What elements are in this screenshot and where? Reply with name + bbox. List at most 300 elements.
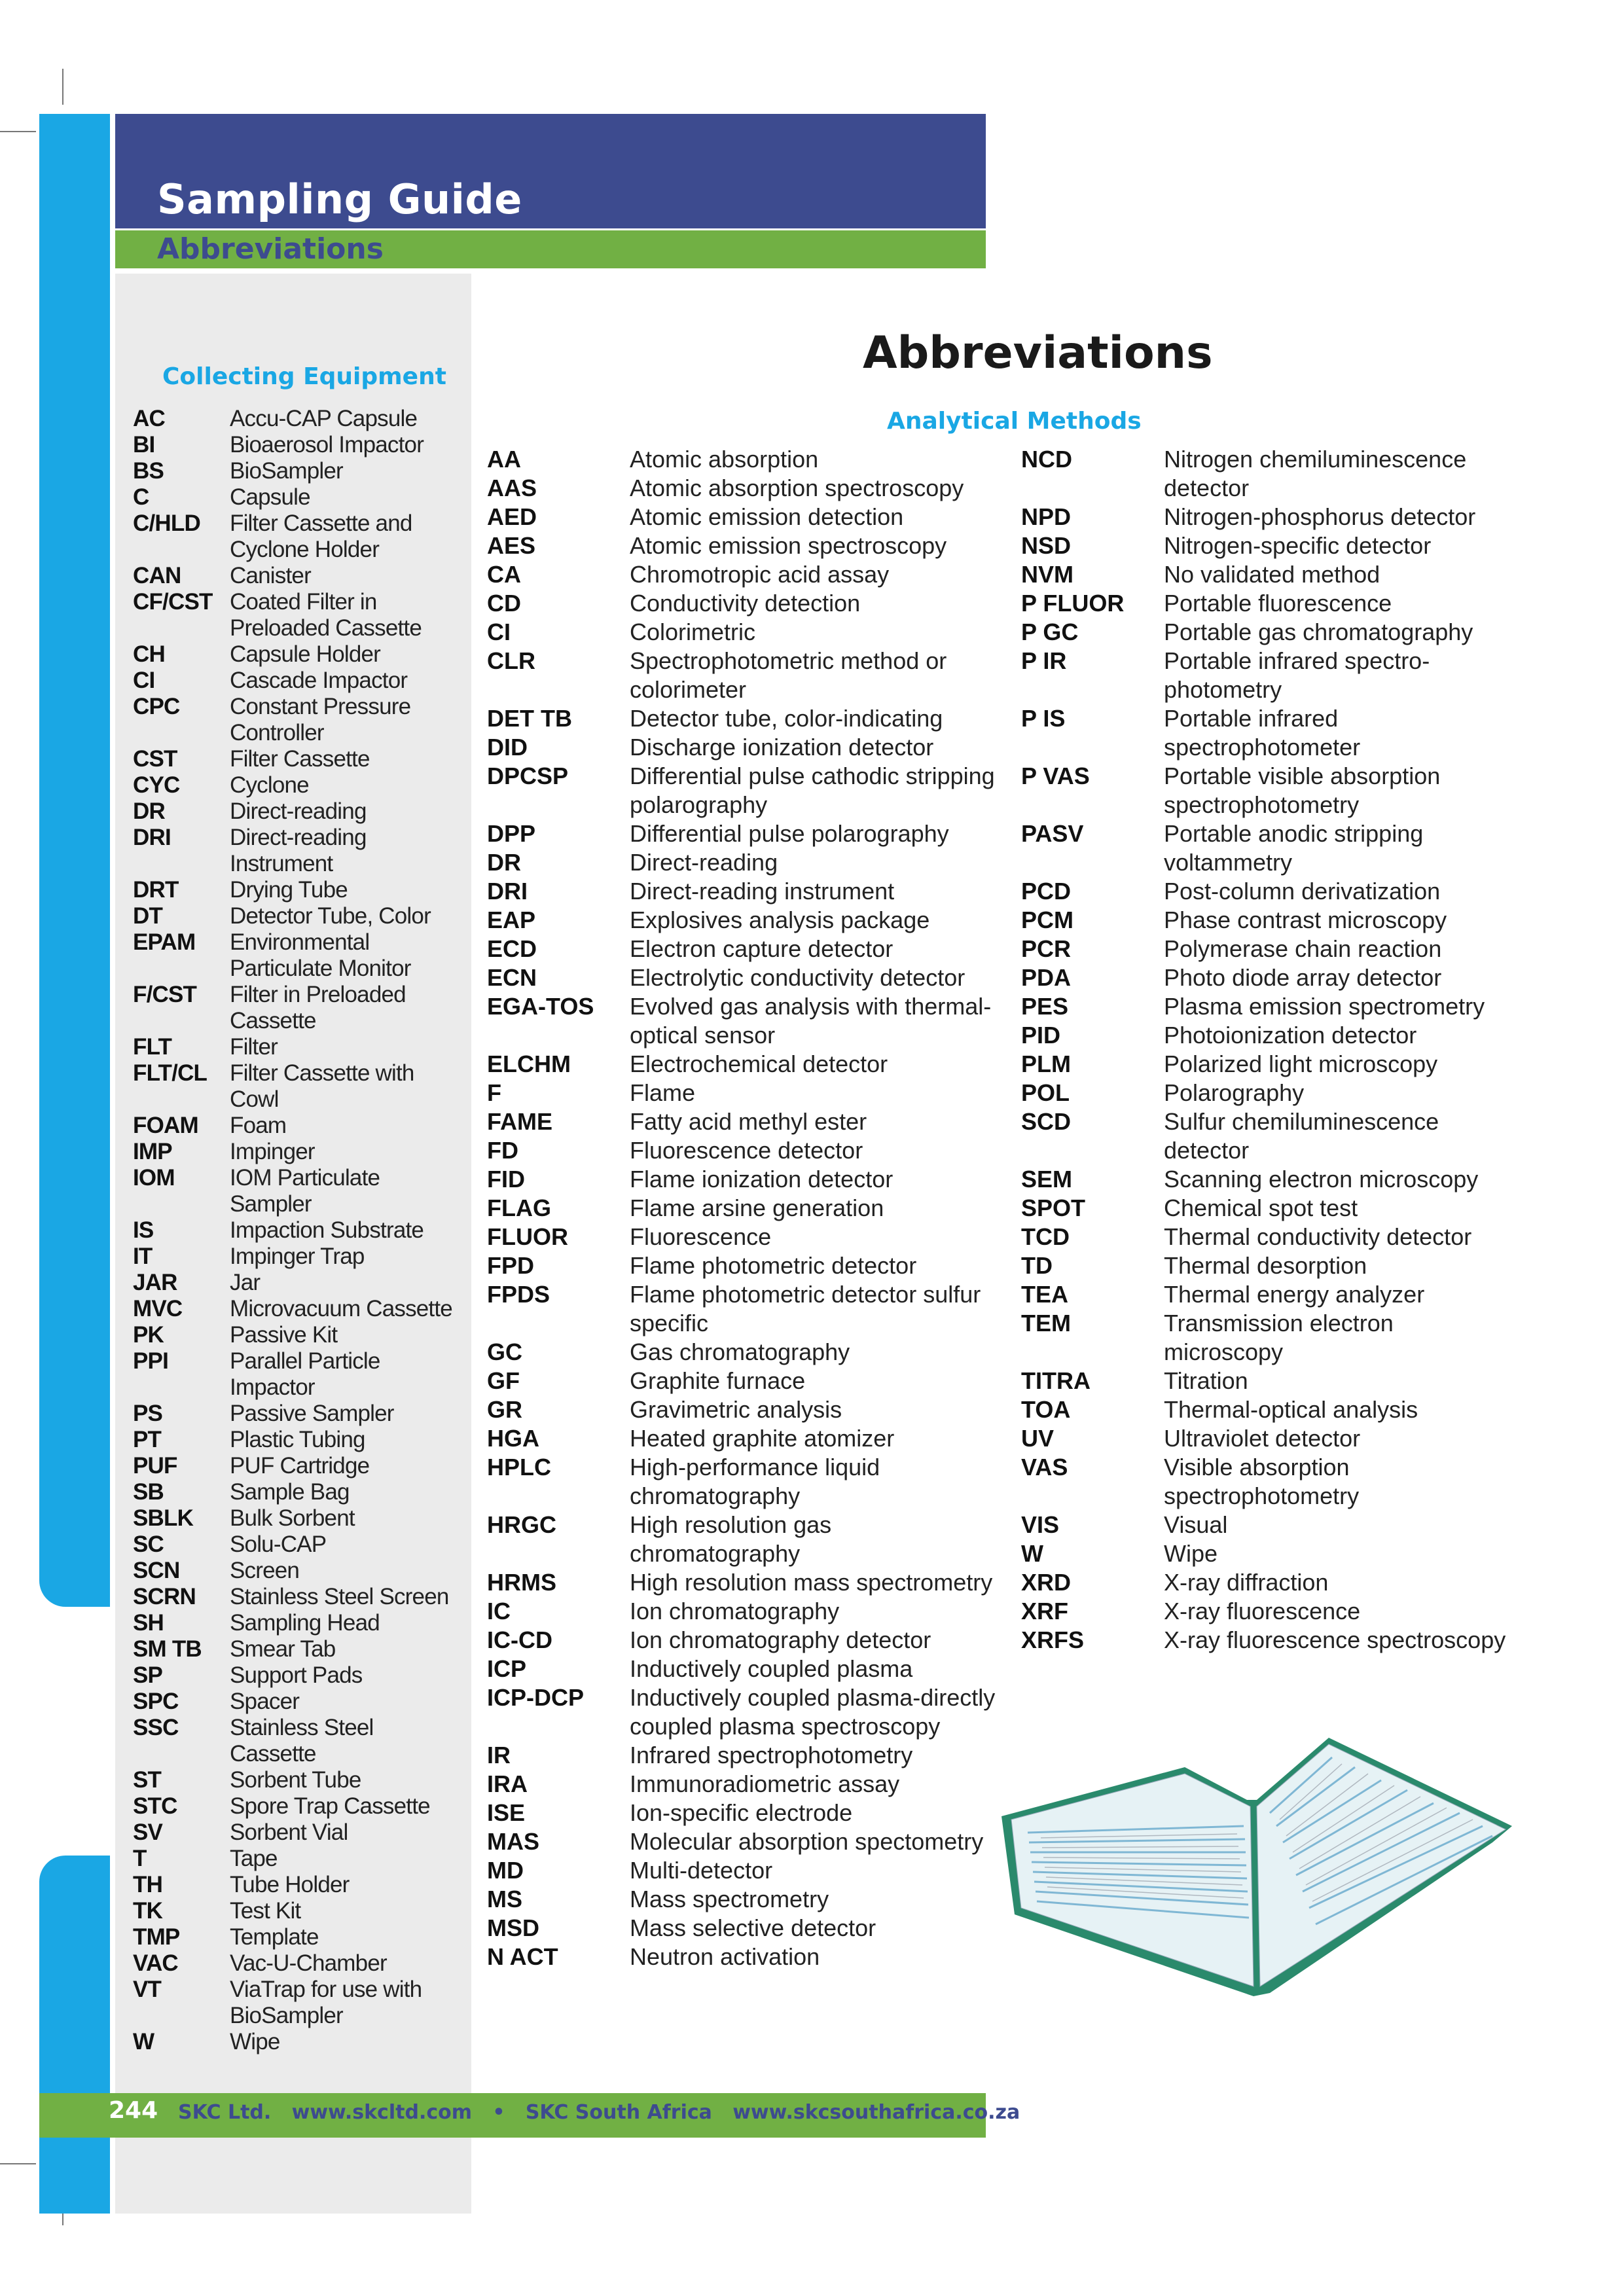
definition: Flame <box>630 1079 696 1106</box>
abbreviation: MAS <box>487 1828 539 1855</box>
crop-mark <box>0 131 36 132</box>
abbreviation: C/HLD <box>133 511 200 536</box>
abbreviation: IS <box>133 1217 154 1243</box>
definition: Sampling Head <box>230 1610 380 1636</box>
definition: Drying Tube <box>230 877 348 903</box>
abbreviation: DRI <box>133 825 171 850</box>
analytical-item <box>487 1079 998 1107</box>
analytical-item <box>487 1741 998 1770</box>
collecting-item <box>133 1662 460 1689</box>
collecting-item <box>133 1139 460 1165</box>
collecting-item <box>133 511 460 563</box>
abbreviation: CST <box>133 746 177 772</box>
analytical-item <box>487 1568 998 1597</box>
collecting-item <box>133 458 460 484</box>
analytical-item <box>487 1367 998 1395</box>
abbreviation: FID <box>487 1166 525 1193</box>
abbreviation: AED <box>487 503 537 530</box>
abbreviation: SBLK <box>133 1505 194 1531</box>
abbreviation: SSC <box>133 1715 179 1740</box>
definition: Infrared spectrophotometry <box>630 1742 913 1768</box>
abbreviation: CPC <box>133 694 180 719</box>
analytical-item <box>487 1280 998 1338</box>
analytical-item <box>487 560 998 589</box>
abbreviation: GF <box>487 1367 520 1394</box>
analytical-item <box>487 1943 998 1971</box>
definition: Flame ionization detector <box>630 1166 893 1193</box>
analytical-item <box>1021 877 1519 906</box>
definition: Passive Kit <box>230 1322 338 1348</box>
definition: Scanning electron microscopy <box>1164 1166 1479 1193</box>
analytical-item <box>487 1885 998 1914</box>
abbreviation: ISE <box>487 1799 526 1826</box>
analytical-item <box>487 503 998 531</box>
crop-mark <box>0 2163 36 2164</box>
abbreviation: PK <box>133 1322 164 1348</box>
definition: Filter <box>230 1034 278 1060</box>
definition: Capsule Holder <box>230 641 381 667</box>
definition: Nitrogen-phosphorus detector <box>1164 503 1476 530</box>
header-title: Sampling Guide <box>157 175 522 223</box>
collecting-item <box>133 982 460 1034</box>
collecting-item <box>133 1427 460 1453</box>
abbreviation: SEM <box>1021 1166 1073 1193</box>
abbreviation: FPD <box>487 1252 534 1279</box>
definition: PUF Cartridge <box>230 1453 370 1479</box>
collecting-item <box>133 668 460 694</box>
definition: Titration <box>1164 1367 1248 1394</box>
analytical-item <box>1021 762 1519 819</box>
collecting-item <box>133 2029 460 2055</box>
definition: Capsule <box>230 484 310 510</box>
definition: ViaTrap for use with BioSampler <box>230 1977 422 2028</box>
definition: Ion chromatography <box>630 1598 840 1624</box>
abbreviation: PT <box>133 1427 162 1452</box>
analytical-item <box>1021 503 1519 531</box>
definition: Bulk Sorbent <box>230 1505 355 1531</box>
definition: Ultraviolet detector <box>1164 1425 1361 1452</box>
abbreviation: W <box>133 2029 154 2054</box>
abbreviation: CD <box>487 590 521 617</box>
definition: Constant Pressure Controller <box>230 694 411 745</box>
analytical-item <box>487 1050 998 1079</box>
collecting-item <box>133 1558 460 1584</box>
definition: Solu-CAP <box>230 1532 327 1557</box>
abbreviation: FLT <box>133 1034 172 1060</box>
definition: Wipe <box>1164 1540 1218 1567</box>
abbreviation: P FLUOR <box>1021 590 1125 617</box>
abbreviation: PASV <box>1021 820 1084 847</box>
definition: Thermal conductivity detector <box>1164 1223 1472 1250</box>
abbreviation: T <box>133 1846 147 1871</box>
collecting-item <box>133 1636 460 1662</box>
definition: Electron capture detector <box>630 935 893 962</box>
abbreviation: ICP-DCP <box>487 1684 585 1711</box>
abbreviation: MD <box>487 1857 524 1884</box>
definition: Polarized light microscopy <box>1164 1050 1438 1077</box>
analytical-item <box>487 589 998 618</box>
abbreviation: PUF <box>133 1453 177 1479</box>
abbreviation: PDA <box>1021 964 1072 991</box>
abbreviation: N ACT <box>487 1943 558 1970</box>
definition: Filter Cassette <box>230 746 370 772</box>
abbreviation: DRT <box>133 877 179 903</box>
definition: Differential pulse cathodic stripping polarography <box>630 762 995 818</box>
collecting-item <box>133 877 460 903</box>
abbreviation: CI <box>133 668 155 693</box>
definition: Vac-U-Chamber <box>230 1950 387 1976</box>
side-bar-upper <box>39 114 110 1607</box>
definition: Cyclone <box>230 772 309 798</box>
analytical-item <box>487 1107 998 1136</box>
definition: Transmission electron microscopy <box>1164 1310 1394 1365</box>
abbreviation: FLUOR <box>487 1223 568 1250</box>
collecting-item <box>133 1401 460 1427</box>
definition: Portable infrared spectro-photometry <box>1164 647 1430 703</box>
definition: Polarography <box>1164 1079 1305 1106</box>
abbreviation: F <box>487 1079 501 1106</box>
definition: Wipe <box>230 2029 280 2054</box>
collecting-item <box>133 1244 460 1270</box>
definition: Explosives analysis package <box>630 906 930 933</box>
definition: Nitrogen-specific detector <box>1164 532 1432 559</box>
definition: Sorbent Vial <box>230 1820 348 1845</box>
analytical-item <box>487 762 998 819</box>
abbreviation: PPI <box>133 1348 169 1374</box>
abbreviation: IR <box>487 1742 511 1768</box>
collecting-item <box>133 1950 460 1977</box>
collecting-item <box>133 1820 460 1846</box>
analytical-item <box>1021 1424 1519 1453</box>
collecting-item <box>133 798 460 825</box>
definition: Coated Filter in Preloaded Cassette <box>230 589 422 641</box>
definition: Impinger <box>230 1139 315 1164</box>
definition: Direct-reading <box>630 849 778 876</box>
abbreviation: AA <box>487 446 521 473</box>
definition: Molecular absorption spectometry <box>630 1828 984 1855</box>
abbreviation: HRGC <box>487 1511 556 1538</box>
abbreviation: AAS <box>487 475 537 501</box>
definition: Heated graphite atomizer <box>630 1425 895 1452</box>
analytical-item <box>487 1626 998 1655</box>
definition: Microvacuum Cassette <box>230 1296 452 1321</box>
definition: Impinger Trap <box>230 1244 365 1269</box>
definition: Tube Holder <box>230 1872 350 1897</box>
analytical-item <box>487 1251 998 1280</box>
abbreviation: VT <box>133 1977 162 2002</box>
analytical-item <box>487 1511 998 1568</box>
abbreviation: IOM <box>133 1165 175 1191</box>
analytical-item <box>1021 589 1519 618</box>
abbreviation: W <box>1021 1540 1043 1567</box>
abbreviation: DET TB <box>487 705 572 732</box>
abbreviation: DRI <box>487 878 528 905</box>
collecting-item <box>133 903 460 929</box>
collecting-heading: Collecting Equipment <box>162 363 446 390</box>
analytical-item <box>1021 1597 1519 1626</box>
analytical-item <box>487 1827 998 1856</box>
definition: Test Kit <box>230 1898 301 1924</box>
abbreviation: DPCSP <box>487 762 569 789</box>
analytical-item <box>1021 647 1519 704</box>
abbreviation: SV <box>133 1820 163 1845</box>
abbreviation: TITRA <box>1021 1367 1091 1394</box>
subheader-title: Abbreviations <box>157 232 384 266</box>
definition: Jar <box>230 1270 261 1295</box>
definition: Plastic Tubing <box>230 1427 365 1452</box>
analytical-item <box>487 1338 998 1367</box>
abbreviation: P GC <box>1021 619 1079 645</box>
abbreviation: IC-CD <box>487 1626 552 1653</box>
analytical-item <box>487 1770 998 1799</box>
abbreviation: ICP <box>487 1655 527 1682</box>
analytical-item <box>1021 1453 1519 1511</box>
definition: Direct-reading <box>230 798 367 824</box>
definition: Portable fluorescence <box>1164 590 1392 617</box>
abbreviation: TD <box>1021 1252 1053 1279</box>
collecting-list <box>133 406 460 2055</box>
abbreviation: NSD <box>1021 532 1072 559</box>
definition: Immunoradiometric assay <box>630 1770 900 1797</box>
analytical-list-right <box>1021 445 1519 1655</box>
abbreviation: HRMS <box>487 1569 556 1596</box>
collecting-item <box>133 1060 460 1113</box>
definition: Photoionization detector <box>1164 1022 1417 1049</box>
definition: Spacer <box>230 1689 300 1714</box>
abbreviation: UV <box>1021 1425 1055 1452</box>
abbreviation: PES <box>1021 993 1069 1020</box>
definition: Tape <box>230 1846 278 1871</box>
collecting-item <box>133 1610 460 1636</box>
abbreviation: IT <box>133 1244 153 1269</box>
abbreviation: SC <box>133 1532 164 1557</box>
analytical-item <box>1021 1539 1519 1568</box>
abbreviation: PID <box>1021 1022 1061 1049</box>
analytical-item <box>487 704 998 733</box>
collecting-item <box>133 432 460 458</box>
definition: Parallel Particle Impactor <box>230 1348 380 1400</box>
analytical-item <box>487 1799 998 1827</box>
abbreviation: ECD <box>487 935 537 962</box>
definition: Electrolytic conductivity detector <box>630 964 965 991</box>
definition: Screen <box>230 1558 300 1583</box>
definition: Multi-detector <box>630 1857 773 1884</box>
definition: Gas chromatography <box>630 1338 850 1365</box>
analytical-item <box>487 647 998 704</box>
side-bar-lower <box>39 1856 110 2214</box>
definition: Ion chromatography detector <box>630 1626 931 1653</box>
definition: Canister <box>230 563 311 588</box>
analytical-item <box>487 848 998 877</box>
abbreviation: NVM <box>1021 561 1074 588</box>
abbreviation: FPDS <box>487 1281 550 1308</box>
definition: Inductively coupled plasma-directly coupled plasma spectroscopy <box>630 1684 996 1740</box>
abbreviation: CF/CST <box>133 589 213 615</box>
collecting-item <box>133 1715 460 1767</box>
definition: Stainless Steel Cassette <box>230 1715 374 1767</box>
collecting-item <box>133 746 460 772</box>
analytical-item <box>487 1914 998 1943</box>
collecting-item <box>133 772 460 798</box>
abbreviation: DR <box>133 798 165 824</box>
collecting-item <box>133 1270 460 1296</box>
definition: Filter Cassette and Cyclone Holder <box>230 511 412 562</box>
abbreviation: TK <box>133 1898 163 1924</box>
abbreviation: JAR <box>133 1270 177 1295</box>
definition: High resolution mass spectrometry <box>630 1569 993 1596</box>
definition: Thermal desorption <box>1164 1252 1367 1279</box>
abbreviation: FD <box>487 1137 518 1164</box>
crop-mark <box>62 69 63 105</box>
analytical-item <box>487 1165 998 1194</box>
collecting-item <box>133 1034 460 1060</box>
analytical-item <box>487 935 998 963</box>
definition: Evolved gas analysis with thermal-optical sensor <box>630 993 992 1049</box>
definition: Fatty acid methyl ester <box>630 1108 867 1135</box>
definition: Spectrophotometric method or colorimeter <box>630 647 947 703</box>
abbreviation: CAN <box>133 563 181 588</box>
analytical-item <box>1021 935 1519 963</box>
collecting-item <box>133 1846 460 1872</box>
analytical-item <box>1021 1568 1519 1597</box>
definition: Thermal energy analyzer <box>1164 1281 1425 1308</box>
analytical-item <box>487 877 998 906</box>
definition: Support Pads <box>230 1662 363 1688</box>
analytical-item <box>487 963 998 992</box>
definition: IOM Particulate Sampler <box>230 1165 380 1217</box>
collecting-item <box>133 694 460 746</box>
definition: Inductively coupled plasma <box>630 1655 913 1682</box>
definition: Sample Bag <box>230 1479 350 1505</box>
analytical-item <box>1021 560 1519 589</box>
definition: X-ray diffraction <box>1164 1569 1329 1596</box>
definition: Sorbent Tube <box>230 1767 361 1793</box>
abbreviation: CLR <box>487 647 535 674</box>
analytical-item <box>1021 704 1519 762</box>
abbreviation: MVC <box>133 1296 183 1321</box>
definition: BioSampler <box>230 458 343 484</box>
collecting-item <box>133 484 460 511</box>
definition: Atomic emission spectroscopy <box>630 532 947 559</box>
abbreviation: DT <box>133 903 163 929</box>
abbreviation: BI <box>133 432 155 457</box>
abbreviation: CA <box>487 561 521 588</box>
definition: Environmental Particulate Monitor <box>230 929 411 981</box>
analytical-item <box>1021 1626 1519 1655</box>
abbreviation: GR <box>487 1396 522 1423</box>
definition: Template <box>230 1924 319 1950</box>
abbreviation: GC <box>487 1338 522 1365</box>
definition: Polymerase chain reaction <box>1164 935 1442 962</box>
analytical-item <box>1021 1395 1519 1424</box>
collecting-item <box>133 641 460 668</box>
analytical-item <box>487 1655 998 1683</box>
definition: Electrochemical detector <box>630 1050 888 1077</box>
abbreviation: BS <box>133 458 164 484</box>
definition: Accu-CAP Capsule <box>230 406 418 431</box>
analytical-item <box>487 733 998 762</box>
analytical-item <box>487 1597 998 1626</box>
definition: Mass selective detector <box>630 1914 876 1941</box>
abbreviation: P IR <box>1021 647 1067 674</box>
definition: Sulfur chemiluminescence detector <box>1164 1108 1439 1164</box>
collecting-item <box>133 1689 460 1715</box>
abbreviation: TH <box>133 1872 163 1897</box>
collecting-item <box>133 1898 460 1924</box>
definition: Colorimetric <box>630 619 756 645</box>
analytical-item <box>1021 819 1519 877</box>
abbreviation: FLAG <box>487 1194 551 1221</box>
definition: Stainless Steel Screen <box>230 1584 449 1609</box>
abbreviation: PCD <box>1021 878 1072 905</box>
analytical-item <box>1021 618 1519 647</box>
analytical-item <box>487 1223 998 1251</box>
abbreviation: HPLC <box>487 1454 551 1480</box>
footer-text: SKC Ltd. www.skcltd.com • SKC South Africa www.skcsouthafrica.co.za <box>178 2101 1020 2124</box>
analytical-item <box>1021 1165 1519 1194</box>
abbreviation: IRA <box>487 1770 528 1797</box>
definition: Atomic absorption spectroscopy <box>630 475 964 501</box>
definition: Discharge ionization detector <box>630 734 934 761</box>
abbreviation: AES <box>487 532 536 559</box>
analytical-item <box>1021 1223 1519 1251</box>
definition: Portable infrared spectrophotometer <box>1164 705 1361 761</box>
abbreviation: PCM <box>1021 906 1074 933</box>
open-book-illustration <box>988 1728 1525 2003</box>
abbreviation: CYC <box>133 772 180 798</box>
analytical-item <box>1021 1079 1519 1107</box>
analytical-item <box>1021 1511 1519 1539</box>
abbreviation: NCD <box>1021 446 1072 473</box>
definition: Atomic emission detection <box>630 503 904 530</box>
abbreviation: ELCHM <box>487 1050 571 1077</box>
collecting-item <box>133 589 460 641</box>
abbreviation: TOA <box>1021 1396 1071 1423</box>
analytical-item <box>1021 1021 1519 1050</box>
definition: No validated method <box>1164 561 1380 588</box>
definition: Thermal-optical analysis <box>1164 1396 1418 1423</box>
definition: Ion-specific electrode <box>630 1799 853 1826</box>
collecting-item <box>133 1348 460 1401</box>
definition: Nitrogen chemiluminescence detector <box>1164 446 1467 501</box>
abbreviation: VAS <box>1021 1454 1068 1480</box>
definition: Differential pulse polarography <box>630 820 949 847</box>
definition: Fluorescence detector <box>630 1137 863 1164</box>
analytical-item <box>1021 1309 1519 1367</box>
definition: Bioaerosol Impactor <box>230 432 424 457</box>
page-title: Abbreviations <box>863 327 1213 379</box>
analytical-item <box>487 906 998 935</box>
definition: Graphite furnace <box>630 1367 806 1394</box>
abbreviation: SCN <box>133 1558 180 1583</box>
abbreviation: PLM <box>1021 1050 1071 1077</box>
definition: Filter in Preloaded Cassette <box>230 982 406 1033</box>
abbreviation: IMP <box>133 1139 172 1164</box>
collecting-item <box>133 1977 460 2029</box>
analytical-item <box>487 992 998 1050</box>
abbreviation: P IS <box>1021 705 1066 732</box>
abbreviation: XRF <box>1021 1598 1068 1624</box>
definition: Smear Tab <box>230 1636 336 1662</box>
definition: Mass spectrometry <box>630 1886 829 1912</box>
definition: Flame arsine generation <box>630 1194 884 1221</box>
collecting-item <box>133 563 460 589</box>
analytical-item <box>1021 906 1519 935</box>
analytical-item <box>1021 1367 1519 1395</box>
abbreviation: VAC <box>133 1950 178 1976</box>
collecting-item <box>133 1872 460 1898</box>
analytical-item <box>1021 1107 1519 1165</box>
